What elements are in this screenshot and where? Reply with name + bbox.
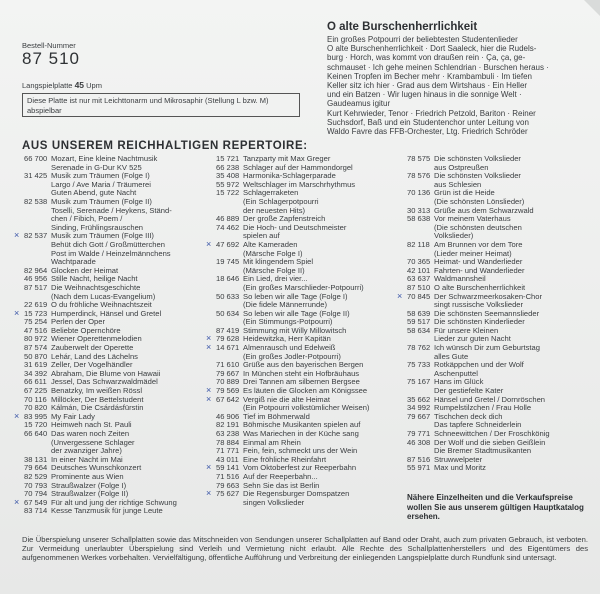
record-title: Für unsere Kleinen Lieder zur guten Nacht	[434, 325, 511, 344]
handwritten-check-mark: ×	[14, 307, 20, 318]
catalog-number: 87 574	[24, 343, 48, 353]
record-title: Millöcker, Der Bettelstudent	[51, 394, 144, 404]
record-title: Einmal am Rhein	[243, 437, 301, 447]
record-title: Weltschlager im Marschrhythmus	[243, 179, 356, 189]
catalog-number: 70 820	[24, 403, 48, 413]
playback-notice-box: Diese Platte ist nur mit Leichttonarm und Mikrosaphir (Stellung L bzw. M) abspielbar	[22, 93, 300, 117]
catalog-number: 66 238	[216, 162, 240, 172]
catalog-number: 83 995	[24, 411, 48, 421]
catalog-number: 58 639	[407, 308, 431, 318]
catalog-number: 14 671	[216, 343, 240, 353]
record-title: Kálmán, Die Csárdásfürstin	[51, 403, 144, 413]
record-title: Ich wünsch Dir zum Geburtstag alles Gute	[434, 343, 540, 361]
record-title: Schlagerraketen (Ein Schlagerpotpourri der neuesten Hits)	[243, 188, 319, 215]
speed-value: 45	[74, 80, 85, 90]
record-title: Straußwalzer (Folge I)	[51, 480, 127, 490]
catalog-number: 46 308	[407, 437, 431, 447]
record-title: Max und Moritz	[434, 463, 486, 473]
catalog-number: 19 745	[216, 257, 240, 267]
catalog-number: 63 637	[407, 274, 431, 284]
catalog-number: 46 906	[216, 411, 240, 421]
catalog-number: 79 664	[24, 463, 48, 473]
catalog-number: 34 392	[24, 368, 48, 378]
handwritten-check-mark: ×	[206, 342, 212, 353]
album-description-line: burg · Horch, was kommt von draußen rein · Ça, ça, ge-	[327, 53, 526, 63]
copyright-footer: Die Überspielung unserer Schallplatten sowie das Mitschneiden von Sendungen unserer Schallplatten auf Band oder Draht, auch zum privaten Gebrauch, ist verboten. Zur Vermeidung unerlaubter Überspielung sind Verleih und Vermietung nicht erlaubt. Alle Rechte des Schallplattenherstellers und des Eigentümers des aufgenommenen Werkes vorbehalten. Vervielfältigung, öffentliche Aufführung und Verbreitung der einliegenden Langspielplatte durch Rundfunk sind untersagt.	[22, 535, 588, 563]
repertoire-entry	[216, 224, 402, 241]
repertoire-entry	[216, 258, 402, 275]
catalog-number: 63 238	[216, 429, 240, 438]
catalog-number: 15 720	[24, 420, 48, 430]
record-title: O du fröhliche Weihnachtszeit	[51, 300, 152, 310]
repertoire-entry	[407, 189, 595, 206]
repertoire-entry	[407, 215, 595, 241]
record-title: Ein Lied, drei vier... (Ein großes Marschlieder-Potpourri)	[243, 274, 364, 292]
record-title: Fahrten- und Wanderlieder	[434, 265, 525, 275]
record-title: Die Regensburger Domspatzen singen Volkslieder	[243, 489, 350, 507]
catalog-number: 79 628	[216, 334, 240, 344]
record-title: Was Mariechen in der Küche sang	[243, 429, 359, 438]
catalog-number: 15 722	[216, 188, 240, 198]
record-title: In einer Nacht im Mai	[51, 454, 123, 464]
catalog-number: 58 638	[407, 214, 431, 224]
record-title: Grüße aus den bayerischen Bergen	[243, 360, 364, 370]
record-title: In München steht ein Hofbräuhaus	[243, 368, 360, 378]
catalog-number: 79 771	[407, 429, 431, 438]
record-title: Tief im Böhmerwald	[243, 411, 310, 421]
catalog-number: 78 762	[407, 343, 431, 353]
catalog-number: 78 884	[216, 437, 240, 447]
album-title: O alte Burschenherrlichkeit	[327, 21, 478, 33]
record-title: Eine fröhliche Rheinfahrt	[243, 454, 327, 464]
order-number-label: Bestell-Nummer	[22, 41, 76, 50]
record-title: Für alt und jung der richtige Schwung	[51, 497, 177, 507]
catalog-number: 83 714	[24, 506, 48, 516]
catalog-number: 70 793	[24, 480, 48, 490]
record-title: Drei Tannen am silbernen Bergsee	[243, 377, 360, 387]
record-title: Der große Zapfenstreich	[243, 214, 326, 224]
catalog-number: 50 633	[216, 291, 240, 301]
catalog-number: 50 634	[216, 308, 240, 318]
repertoire-entry	[14, 230, 210, 267]
repertoire-entry	[216, 189, 402, 215]
record-title: Deutsches Wunschkonzert	[51, 463, 142, 473]
catalog-number: 59 141	[216, 463, 240, 473]
repertoire-entry	[407, 327, 595, 344]
catalog-number: 47 692	[216, 239, 240, 249]
catalog-number: 78 576	[407, 171, 431, 181]
catalog-details-note: Nähere Einzelheiten und die Verkaufspreise wollen Sie aus unserem gültigen Hauptkatalog ersehen.	[407, 493, 584, 521]
repertoire-column-3	[397, 154, 595, 473]
catalog-number: 35 408	[216, 171, 240, 181]
record-title: Fein, fein, schmeckt uns der Wein	[243, 446, 358, 456]
repertoire-column-1	[14, 154, 210, 516]
record-title: Heimweh nach St. Pauli	[51, 420, 132, 430]
repertoire-entry	[407, 172, 595, 189]
catalog-number: 79 667	[216, 368, 240, 378]
record-title: Musik zum Träumen (Folge I) Largo / Ave Maria / Träumerei Guten Abend, gute Nacht	[51, 171, 151, 198]
record-title: Rotkäppchen und der Wolf Aschenputtel	[434, 360, 524, 378]
handwritten-check-mark: ×	[206, 488, 212, 499]
record-title: O alte Burschenherrlichkeit	[434, 282, 526, 292]
record-title: So leben wir alle Tage (Folge I) (Die fidele Männerrunde)	[243, 291, 348, 310]
sleeve-corner-fold	[584, 0, 600, 16]
album-description-line: Keller sitz ich hier · Grad aus dem Wirtshaus · Ein Heller	[327, 81, 528, 91]
record-title: Mozart, Eine kleine Nachtmusik Serenade in G-Dur KV 525	[51, 154, 158, 172]
catalog-number: 82 537	[24, 231, 48, 241]
record-title: Waldmannsheil	[434, 274, 486, 284]
catalog-number: 74 462	[216, 222, 240, 232]
record-title: Alte Kameraden (Märsche Folge I)	[243, 239, 303, 258]
catalog-number: 75 733	[407, 360, 431, 370]
album-description-line: und ein Batzen · Wir lugen hinaus in die sonnige Welt ·	[327, 90, 522, 100]
catalog-number: 70 845	[407, 291, 431, 301]
catalog-number: 66 611	[24, 377, 47, 387]
catalog-number: 67 642	[216, 394, 240, 404]
record-title: Struwwelpeter	[434, 454, 483, 464]
record-title: Schneewittchen / Der Froschkönig	[434, 429, 550, 438]
record-title: Humperdinck, Hänsel und Gretel	[51, 308, 162, 318]
record-title: Hans im Glück Der gestiefelte Kater	[434, 377, 504, 396]
catalog-number: 42 101	[407, 265, 431, 275]
speed-prefix: Langspielplatte	[22, 81, 73, 90]
catalog-number: 66 640	[24, 429, 48, 438]
catalog-number: 55 971	[407, 463, 431, 473]
handwritten-check-mark: ×	[14, 410, 20, 421]
repertoire-entry	[407, 361, 595, 378]
record-title: Musik zum Träumen (Folge II) Toselli, Serenade / Heykens, Ständ- chen / Fibich, Poem / Sinding, Frühlingsrauschen	[51, 196, 172, 232]
catalog-number: 30 313	[407, 205, 431, 215]
record-title: Stille Nacht, heilige Nacht	[51, 274, 138, 284]
repertoire-entry	[24, 198, 210, 232]
handwritten-check-mark: ×	[206, 462, 212, 473]
catalog-number: 75 167	[407, 377, 431, 387]
record-title: So leben wir alle Tage (Folge II) (Ein Stimmungs-Potpourri)	[243, 308, 350, 327]
album-description-line: Ein großes Potpourri der beliebtesten Studentenlieder	[327, 35, 518, 44]
record-title: Heidewitzka, Herr Kapitän	[243, 334, 331, 344]
record-title: Vergiß nie die alte Heimat (Ein Potpourri volkstümlicher Weisen)	[243, 394, 370, 413]
catalog-number: 82 964	[24, 265, 48, 275]
record-title: Der Wolf und die sieben Geißlein Die Bremer Stadtmusikanten	[434, 437, 546, 456]
catalog-number: 79 667	[407, 411, 431, 421]
repertoire-heading: AUS UNSEREM REICHHALTIGEN REPERTOIRE:	[22, 140, 308, 152]
catalog-number: 34 992	[407, 403, 431, 413]
record-title: Beliebte Opernchöre	[51, 325, 121, 335]
catalog-number: 15 723	[24, 308, 48, 318]
repertoire-entry	[216, 310, 402, 327]
catalog-number: 82 118	[407, 239, 430, 249]
repertoire-entry	[397, 290, 595, 310]
album-description-line: Suchsdorf, Baß und ein Studentenchor unter Leitung von	[327, 117, 529, 127]
handwritten-check-mark: ×	[206, 385, 212, 396]
repertoire-column-2	[206, 154, 402, 507]
record-title: Es läuten die Glocken am Königssee	[243, 386, 368, 396]
record-title: Die Weihnachtsgeschichte (Nach dem Lucas-Evangelium)	[51, 282, 156, 301]
repertoire-entry	[24, 172, 210, 198]
catalog-number: 47 516	[24, 325, 48, 335]
album-description	[327, 35, 589, 136]
album-description-line: Kurt Kehrwieder, Tenor · Friedrich Petzold, Bariton · Reiner	[327, 108, 536, 118]
album-description-line: O alte Burschenherrlichkeit · Dort Saaleck, hier die Rudels-	[327, 44, 537, 54]
record-title: Auf der Reeperbahn...	[243, 471, 318, 481]
catalog-number: 82 529	[24, 471, 48, 481]
record-title: Mit klingendem Spiel (Märsche Folge II)	[243, 257, 314, 275]
record-title: Grüße aus dem Schwarzwald	[434, 205, 534, 215]
catalog-number: 87 419	[216, 325, 240, 335]
record-title: Böhmische Musikanten spielen auf	[243, 420, 361, 430]
record-title: Harmonika-Schlagerparade	[243, 171, 336, 181]
repertoire-entry	[407, 464, 595, 473]
repertoire-entry	[407, 439, 595, 456]
record-title: Die Hoch- und Deutschmeister spielen auf	[243, 222, 347, 241]
catalog-number: 75 254	[24, 317, 48, 327]
handwritten-check-mark: ×	[14, 230, 20, 241]
repertoire-entry	[24, 284, 210, 301]
catalog-number: 46 889	[216, 214, 240, 224]
catalog-number: 70 365	[407, 257, 431, 267]
record-title: Musik zum Träumen (Folge III) Behüt dich Gott / Großmütterchen Post im Walde / Heinzelmännchens Wachtparade	[51, 231, 171, 267]
record-title: Glocken der Heimat	[51, 265, 119, 275]
record-title: Rumpelstilzchen / Frau Holle	[434, 403, 532, 413]
handwritten-check-mark: ×	[14, 496, 20, 507]
record-title: Der Schwarzmeerkosaken-Chor singt russische Volkslieder	[434, 291, 543, 310]
record-title: Zauberwelt der Operette	[51, 343, 134, 353]
catalog-number: 67 225	[24, 386, 48, 396]
handwritten-check-mark: ×	[206, 333, 212, 344]
repertoire-entry	[206, 488, 402, 507]
record-title: Vom Oktoberfest zur Reeperbahn	[243, 463, 357, 473]
record-title: Die schönsten Seemannslieder	[434, 308, 540, 318]
catalog-number: 87 517	[24, 282, 48, 292]
catalog-number: 87 510	[407, 282, 431, 292]
order-number: 87 510	[22, 49, 80, 68]
catalog-number: 71 610	[216, 360, 240, 370]
record-title: Prominente aus Wien	[51, 471, 124, 481]
record-title: Lehár, Land des Lächelns	[51, 351, 138, 361]
catalog-number: 59 517	[407, 317, 431, 327]
album-description-line: Keinen Tropfen im Becher mehr · Krambambuli · Im tiefen	[327, 71, 532, 81]
record-title: Perlen der Oper	[51, 317, 106, 327]
catalog-number: 15 721	[216, 154, 240, 163]
record-title: Straußwalzer (Folge II)	[51, 489, 129, 499]
catalog-number: 35 662	[407, 394, 431, 404]
catalog-number: 31 619	[24, 360, 48, 370]
record-title: Heimat- und Wanderlieder	[434, 257, 523, 267]
record-title: Tanzparty mit Max Greger	[243, 154, 331, 163]
repertoire-entry	[24, 430, 210, 456]
record-title: Sehn Sie das ist Berlin	[243, 480, 320, 490]
record-title: Am Brunnen vor dem Tore (Lieder meiner Heimat)	[434, 239, 523, 258]
repertoire-entry	[206, 342, 402, 361]
record-title: Abraham, Die Blume von Hawaii	[51, 368, 161, 378]
catalog-number: 70 136	[407, 188, 431, 198]
catalog-number: 43 011	[216, 454, 239, 464]
record-title: Almenrausch und Edelweiß (Ein großes Jodler-Potpourri)	[243, 343, 341, 361]
catalog-number: 66 700	[24, 154, 48, 163]
catalog-number: 70 889	[216, 377, 240, 387]
record-title: Das waren noch Zeiten (Unvergessene Schlager der zwanziger Jahre)	[51, 429, 135, 456]
handwritten-check-mark: ×	[206, 393, 212, 404]
catalog-number: 50 870	[24, 351, 48, 361]
catalog-number: 71 771	[216, 446, 240, 456]
record-title: Vor meinem Vaterhaus (Die schönsten deutschen Volkslieder)	[434, 214, 522, 241]
record-title: Stimmung mit Willy Millowitsch	[243, 325, 347, 335]
repertoire-entry	[24, 155, 210, 172]
catalog-number: 46 956	[24, 274, 48, 284]
record-title: Hänsel und Gretel / Dornröschen	[434, 394, 546, 404]
album-description-line: Waldo Favre das FFB-Orchester, Ltg. Friedrich Schröder	[327, 127, 528, 137]
catalog-number: 55 972	[216, 179, 240, 189]
album-description-line: Gaudeamus igitur	[327, 99, 391, 109]
catalog-number: 82 538	[24, 196, 48, 206]
catalog-number: 87 516	[407, 454, 431, 464]
catalog-number: 70 794	[24, 489, 48, 499]
repertoire-entry	[206, 238, 402, 258]
catalog-number: 80 972	[24, 334, 48, 344]
repertoire-entry	[407, 378, 595, 395]
catalog-number: 78 575	[407, 154, 431, 163]
record-title: Wiener Operettenmelodien	[51, 334, 142, 344]
repertoire-entry	[407, 155, 595, 172]
speed-unit: Upm	[86, 81, 102, 90]
repertoire-entry	[206, 393, 402, 413]
catalog-number: 79 569	[216, 386, 240, 396]
catalog-number: 58 634	[407, 325, 431, 335]
repertoire-entry	[216, 290, 403, 310]
repertoire-entry	[407, 241, 595, 258]
record-title: Tischchen deck dich Das tapfere Schneiderlein	[434, 411, 522, 430]
catalog-number: 18 646	[216, 274, 240, 284]
record-title: Schlager auf der Hammondorgel	[243, 162, 353, 172]
record-title: Kesse Tanzmusik für junge Leute	[51, 506, 163, 516]
catalog-number: 79 663	[216, 480, 240, 490]
repertoire-entry	[407, 413, 595, 430]
repertoire-entry	[407, 344, 595, 361]
catalog-number: 67 549	[24, 497, 48, 507]
catalog-number: 70 116	[24, 394, 47, 404]
repertoire-entry	[216, 275, 402, 292]
catalog-number: 75 627	[216, 489, 240, 499]
record-title: My Fair Lady	[51, 411, 95, 421]
catalog-number: 22 619	[24, 300, 48, 310]
record-title: Benatzky, Im weißen Rössl	[51, 386, 143, 396]
catalog-number: 31 425	[24, 171, 48, 181]
playback-speed	[22, 80, 102, 90]
handwritten-check-mark: ×	[206, 238, 212, 249]
handwritten-check-mark: ×	[397, 290, 403, 301]
catalog-number: 38 131	[24, 454, 48, 464]
catalog-number: 71 516	[216, 471, 240, 481]
record-title: Jessel, Das Schwarzwaldmädel	[51, 377, 158, 387]
catalog-number: 82 191	[216, 420, 240, 430]
repertoire-entry	[24, 507, 210, 516]
record-title: Die schönsten Volkslieder aus Ostpreußen	[434, 154, 521, 172]
record-title: Grün ist die Heide (Die schönsten Lönslieder)	[434, 188, 525, 206]
album-description-line: schmauset · Ich gehe meinen Schlendrian · Burschen heraus ·	[327, 62, 549, 72]
record-title: Die schönsten Kinderlieder	[434, 317, 525, 327]
record-title: Zeller, Der Vogelhändler	[51, 360, 133, 370]
record-title: Die schönsten Volkslieder aus Schlesien	[434, 171, 521, 189]
